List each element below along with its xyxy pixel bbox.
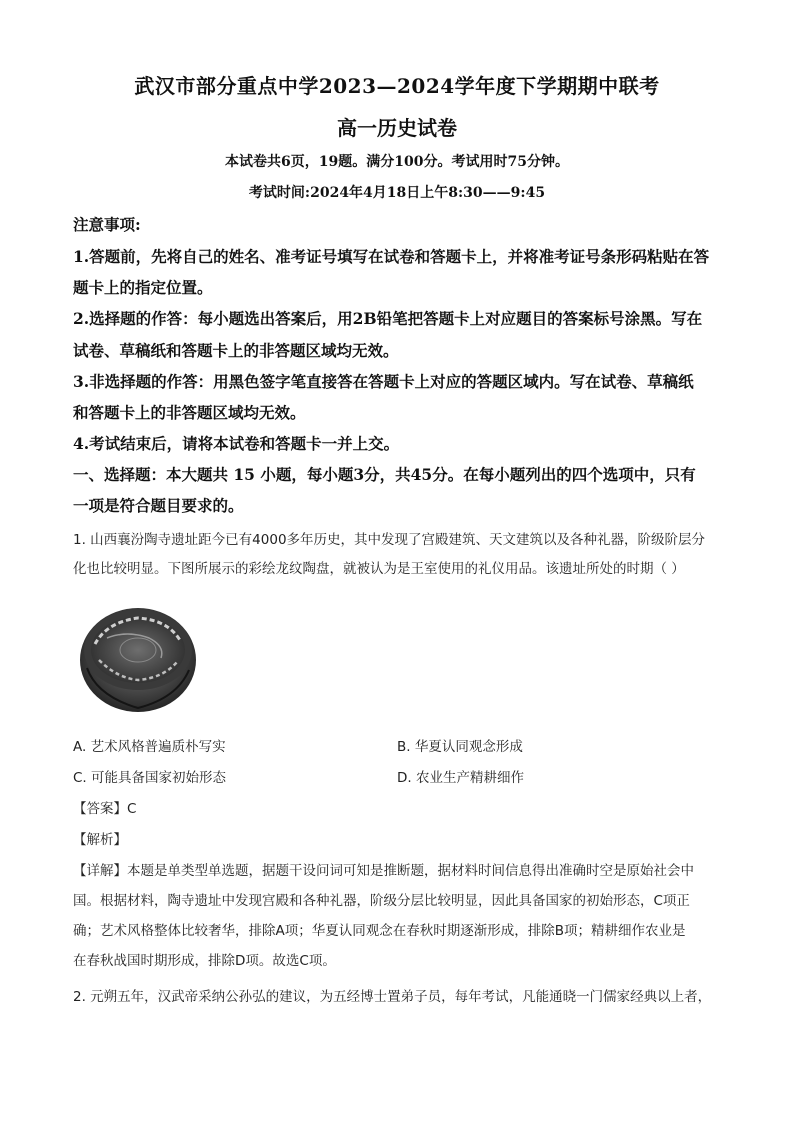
notice-heading: 注意事项: bbox=[73, 215, 141, 234]
option-a: A. 艺术风格普遍质朴写实 bbox=[73, 739, 226, 755]
analysis-line: 确；艺术风格整体比较奢华，排除A项；华夏认同观念在春秋时期逐渐形成，排除B项；精耕细作农业是 bbox=[73, 923, 686, 939]
section-heading: 一项是符合题目要求的。 bbox=[73, 496, 244, 515]
pottery-plate-image bbox=[77, 598, 199, 716]
notice-line: 1.答题前，先将自己的姓名、准考证号填写在试卷和答题卡上，并将准考证号条形码粘贴在答 bbox=[73, 247, 710, 266]
question-2-stem: 2. 元朔五年，汉武帝采纳公孙弘的建议，为五经博士置弟子员，每年考试，凡能通晓一门儒家经典以上者， bbox=[73, 989, 712, 1005]
notice-line: 2.选择题的作答：每小题选出答案后，用2B铅笔把答题卡上对应题目的答案标号涂黑。写在 bbox=[73, 309, 703, 328]
notice-line: 3.非选择题的作答：用黑色签字笔直接答在答题卡上对应的答题区域内。写在试卷、草稿纸 bbox=[73, 372, 694, 391]
section-heading: 一、选择题：本大题共 15 小题，每小题3分，共45分。在每小题列出的四个选项中，只有 bbox=[73, 465, 696, 484]
question-1-stem: 1. 山西襄汾陶寺遗址距今已有4000多年历史，其中发现了宫殿建筑、天文建筑以及各种礼器，阶级阶层分 bbox=[73, 532, 706, 548]
analysis-label: 【解析】 bbox=[73, 832, 127, 848]
notice-line: 试卷、草稿纸和答题卡上的非答题区域均无效。 bbox=[73, 341, 399, 360]
answer-label: 【答案】C bbox=[73, 801, 137, 817]
exam-subject: 高一历史试卷 bbox=[337, 116, 457, 140]
exam-time: 考试时间:2024年4月18日上午8:30——9:45 bbox=[248, 185, 546, 201]
exam-info: 本试卷共6页，19题。满分100分。考试用时75分钟。 bbox=[225, 154, 569, 170]
question-1-stem: 化也比较明显。下图所展示的彩绘龙纹陶盘，就被认为是王室使用的礼仪用品。该遗址所处的时期（ ） bbox=[73, 561, 685, 577]
exam-title: 武汉市部分重点中学2023—2024学年度下学期期中联考 bbox=[134, 74, 660, 98]
analysis-line: 在春秋战国时期形成，排除D项。故选C项。 bbox=[73, 953, 336, 969]
notice-line: 题卡上的指定位置。 bbox=[73, 278, 213, 297]
option-d: D. 农业生产精耕细作 bbox=[397, 770, 524, 786]
option-c: C. 可能具备国家初始形态 bbox=[73, 770, 227, 786]
option-b: B. 华夏认同观念形成 bbox=[397, 739, 523, 755]
analysis-line: 国。根据材料，陶寺遗址中发现宫殿和各种礼器，阶级分层比较明显，因此具备国家的初始形态，C项正 bbox=[73, 893, 690, 909]
notice-line: 和答题卡上的非答题区域均无效。 bbox=[73, 403, 306, 422]
analysis-line: 【详解】本题是单类型单选题，据题干设问词可知是推断题，据材料时间信息得出准确时空是原始社会中 bbox=[73, 863, 694, 879]
notice-line: 4.考试结束后，请将本试卷和答题卡一并上交。 bbox=[73, 434, 400, 453]
